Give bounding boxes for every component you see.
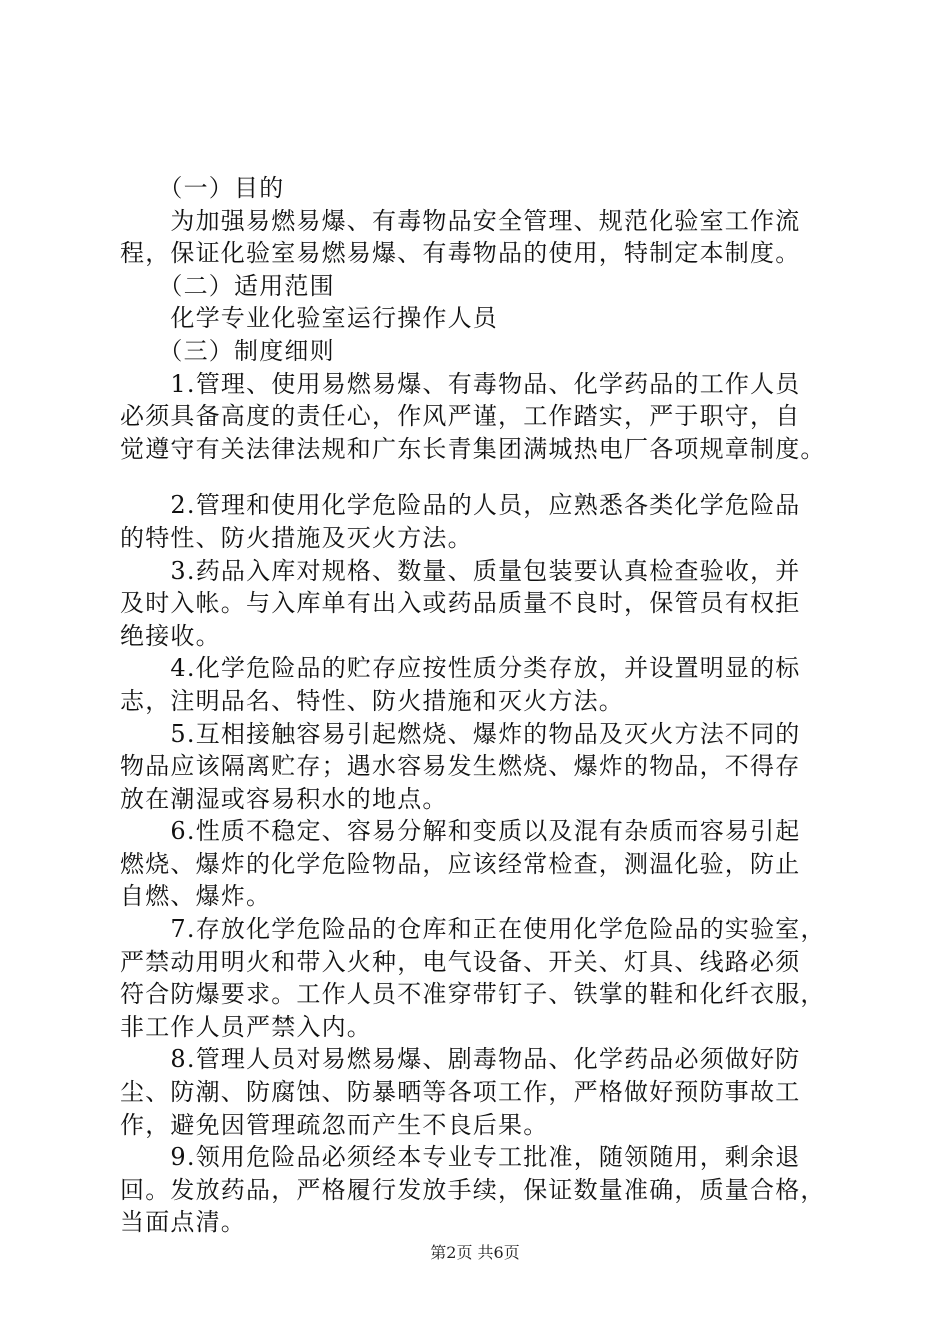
paragraph-line: 燃烧、爆炸的化学危险物品，应该经常检查，测温化验，防止: [120, 849, 801, 878]
paragraph-line: 9.领用危险品必须经本专业专工批准，随领随用，剩余退: [120, 1143, 801, 1172]
paragraph-line: 3.药品入库对规格、数量、质量包装要认真检查验收，并: [120, 556, 801, 585]
paragraph-line: 回。发放药品，严格履行发放手续，保证数量准确，质量合格，: [120, 1175, 826, 1204]
paragraph-line: 及时入帐。与入库单有出入或药品质量不良时，保管员有权拒: [120, 589, 801, 618]
heading-rules: （三）制度细则: [120, 336, 335, 365]
paragraph-line: 4.化学危险品的贮存应按性质分类存放，并设置明显的标: [120, 654, 801, 683]
paragraph-line: 的特性、防火措施及灭火方法。: [120, 523, 473, 552]
paragraph-line: 程，保证化验室易燃易爆、有毒物品的使用，特制定本制度。: [120, 239, 801, 268]
paragraph-line: 8.管理人员对易燃易爆、剧毒物品、化学药品必须做好防: [120, 1045, 801, 1074]
paragraph-line: 自燃、爆炸。: [120, 882, 272, 911]
paragraph-line: 物品应该隔离贮存；遇水容易发生燃烧、爆炸的物品，不得存: [120, 752, 801, 781]
paragraph-line: 觉遵守有关法律法规和广东长青集团满城热电厂各项规章制度。: [120, 434, 826, 463]
page-number-footer: 第2页 共6页: [430, 1243, 520, 1262]
paragraph-line: 必须具备高度的责任心，作风严谨，工作踏实，严于职守，自: [120, 402, 801, 431]
heading-purpose: （一）目的: [120, 174, 285, 202]
paragraph-line: 绝接收。: [120, 621, 221, 650]
paragraph-line: 6.性质不稳定、容易分解和变质以及混有杂质而容易引起: [120, 817, 801, 846]
paragraph-line: 7.存放化学危险品的仓库和正在使用化学危险品的实验室，: [120, 915, 826, 944]
paragraph-line: 为加强易燃易爆、有毒物品安全管理、规范化验室工作流: [120, 206, 801, 235]
paragraph-gap: [120, 465, 840, 489]
paragraph-line: 志，注明品名、特性、防火措施和灭火方法。: [120, 686, 624, 715]
paragraph-line: 5.互相接触容易引起燃烧、爆炸的物品及灭火方法不同的: [120, 719, 801, 748]
heading-scope: （二）适用范围: [120, 271, 335, 300]
paragraph-line: 非工作人员严禁入内。: [120, 1012, 372, 1041]
paragraph-line: 化学专业化验室运行操作人员: [120, 304, 498, 333]
paragraph-line: 严禁动用明火和带入火种，电气设备、开关、灯具、线路必须: [120, 947, 801, 976]
paragraph-line: 符合防爆要求。工作人员不准穿带钉子、铁掌的鞋和化纤衣服，: [120, 980, 826, 1009]
paragraph-line: 尘、防潮、防腐蚀、防暴晒等各项工作，严格做好预防事故工: [120, 1078, 801, 1107]
paragraph-line: 2.管理和使用化学危险品的人员，应熟悉各类化学危险品: [120, 491, 801, 520]
body-text: [120, 172, 840, 1239]
paragraph-line: 1.管理、使用易燃易爆、有毒物品、化学药品的工作人员: [120, 369, 801, 398]
paragraph-line: 当面点清。: [120, 1208, 246, 1237]
paragraph-line: 作，避免因管理疏忽而产生不良后果。: [120, 1110, 549, 1139]
paragraph-line: 放在潮湿或容易积水的地点。: [120, 784, 448, 813]
